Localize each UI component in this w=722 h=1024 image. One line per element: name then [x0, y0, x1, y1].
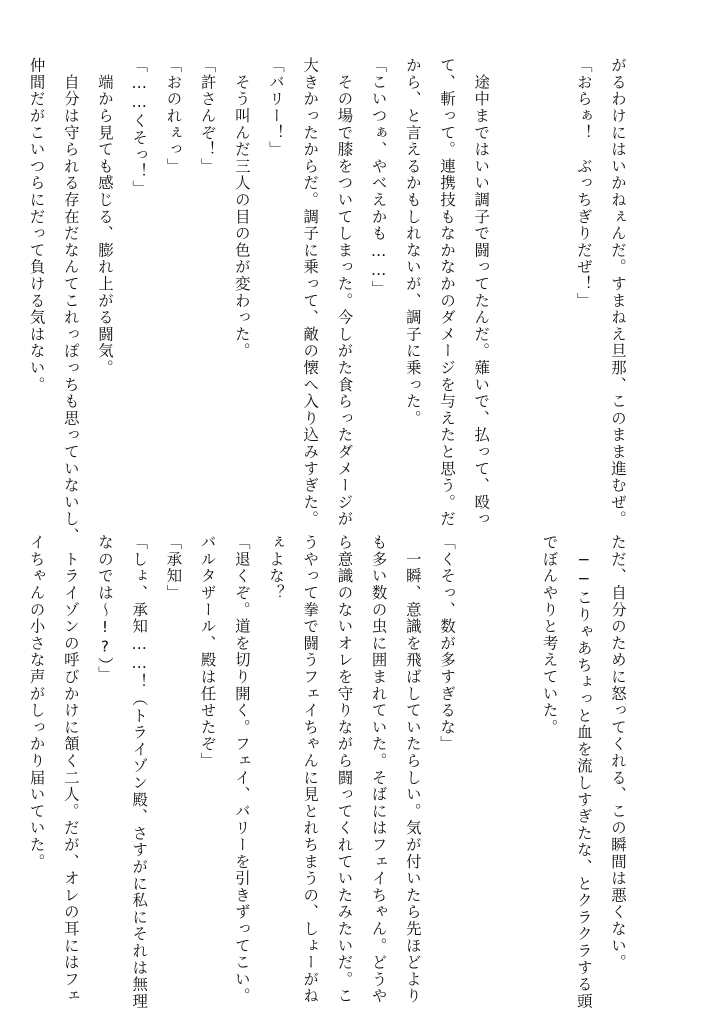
text-line: 「……くそっ！」 — [130, 57, 149, 197]
text-line: そう叫んだ三人の目の色が変わった。 — [232, 57, 251, 360]
text-line: 一瞬、意識を飛ばしていたらしい。気が付いたら先ほどより — [403, 534, 422, 1005]
text-line: 「おらぁ！ ぶっちぎりだぜ！」 — [574, 57, 593, 309]
text-line: 「おのれぇっ」 — [164, 57, 183, 175]
lower-text-block — [19, 534, 635, 1010]
text-line: 「くそっ、数が多すぎるな」 — [438, 534, 457, 753]
upper-text-block — [19, 57, 635, 545]
blank-line — [498, 534, 532, 964]
text-line: 自分は守られる存在だなんてこれっぽっちも思っていないし、 — [61, 57, 80, 545]
text-line: その場で膝をついてしまった。今しがた食らったダメージが — [335, 57, 354, 528]
text-line: 途中まではいい調子で闘ってたんだ。薙いで、払って、殴っ — [472, 57, 491, 528]
text-line: ──こりゃあちょっと血を流しすぎたな、とクラクラする頭 — [574, 534, 593, 1010]
text-line: イちゃんの小さな声がしっかり届いていた。 — [27, 534, 46, 870]
text-line: 端から見ても感じる、膨れ上がる闘気。 — [95, 57, 114, 377]
text-line: 仲間だがこいつらにだって負ける気はない。 — [27, 57, 46, 393]
text-line: 「承知」 — [164, 534, 183, 602]
blank-line — [498, 57, 532, 487]
text-line: 「しょ、承知……！（トライゾン殿、さすがに私にそれは無理 — [130, 534, 149, 1010]
text-line: なのでは〜!?）」 — [95, 534, 114, 683]
text-line: うやって拳で闘うフェイちゃんに見とれちまうの、しょーがね — [301, 534, 320, 1005]
text-line: バルタザール、殿は任せたぞ」 — [198, 534, 217, 770]
text-line: から、と言えるかもしれないが、調子に乗った。 — [403, 57, 422, 427]
text-line: 大きかったからだ。調子に乗って、敵の懐へ入り込みすぎた。 — [301, 57, 320, 528]
blank-line — [464, 534, 498, 964]
text-line: 「許さんぞ！」 — [198, 57, 217, 175]
text-line: ただ、自分のために怒ってくれる、この瞬間は悪くない。 — [609, 534, 627, 971]
text-line: て、斬って。連携技もなかなかのダメージを与えたと思う。だ — [438, 57, 457, 528]
text-line: 「こいつぁ、やべえかも……」 — [369, 57, 388, 298]
text-line: ら意識のないオレを守りながら闘ってくれていたみたいだ。こ — [335, 534, 354, 1005]
text-line: 「バリー！」 — [267, 57, 285, 158]
text-line: ぇよな？ — [267, 534, 285, 602]
text-line: でぼんやりと考えていた。 — [540, 534, 559, 736]
text-line: 「退くぞ。道を切り開く。フェイ、バリーを引きずってこい。 — [232, 534, 251, 1005]
text-line: も多い数の虫に囲まれていた。そばにはフェイちゃん。どうや — [369, 534, 388, 1005]
blank-line — [532, 57, 566, 487]
text-line: トライゾンの呼びかけに頷く二人。だが、オレの耳にはフェ — [61, 534, 80, 1005]
text-line: がるわけにはいかねぇんだ。すまねえ旦那、このまま進むぜ。 — [609, 57, 627, 528]
